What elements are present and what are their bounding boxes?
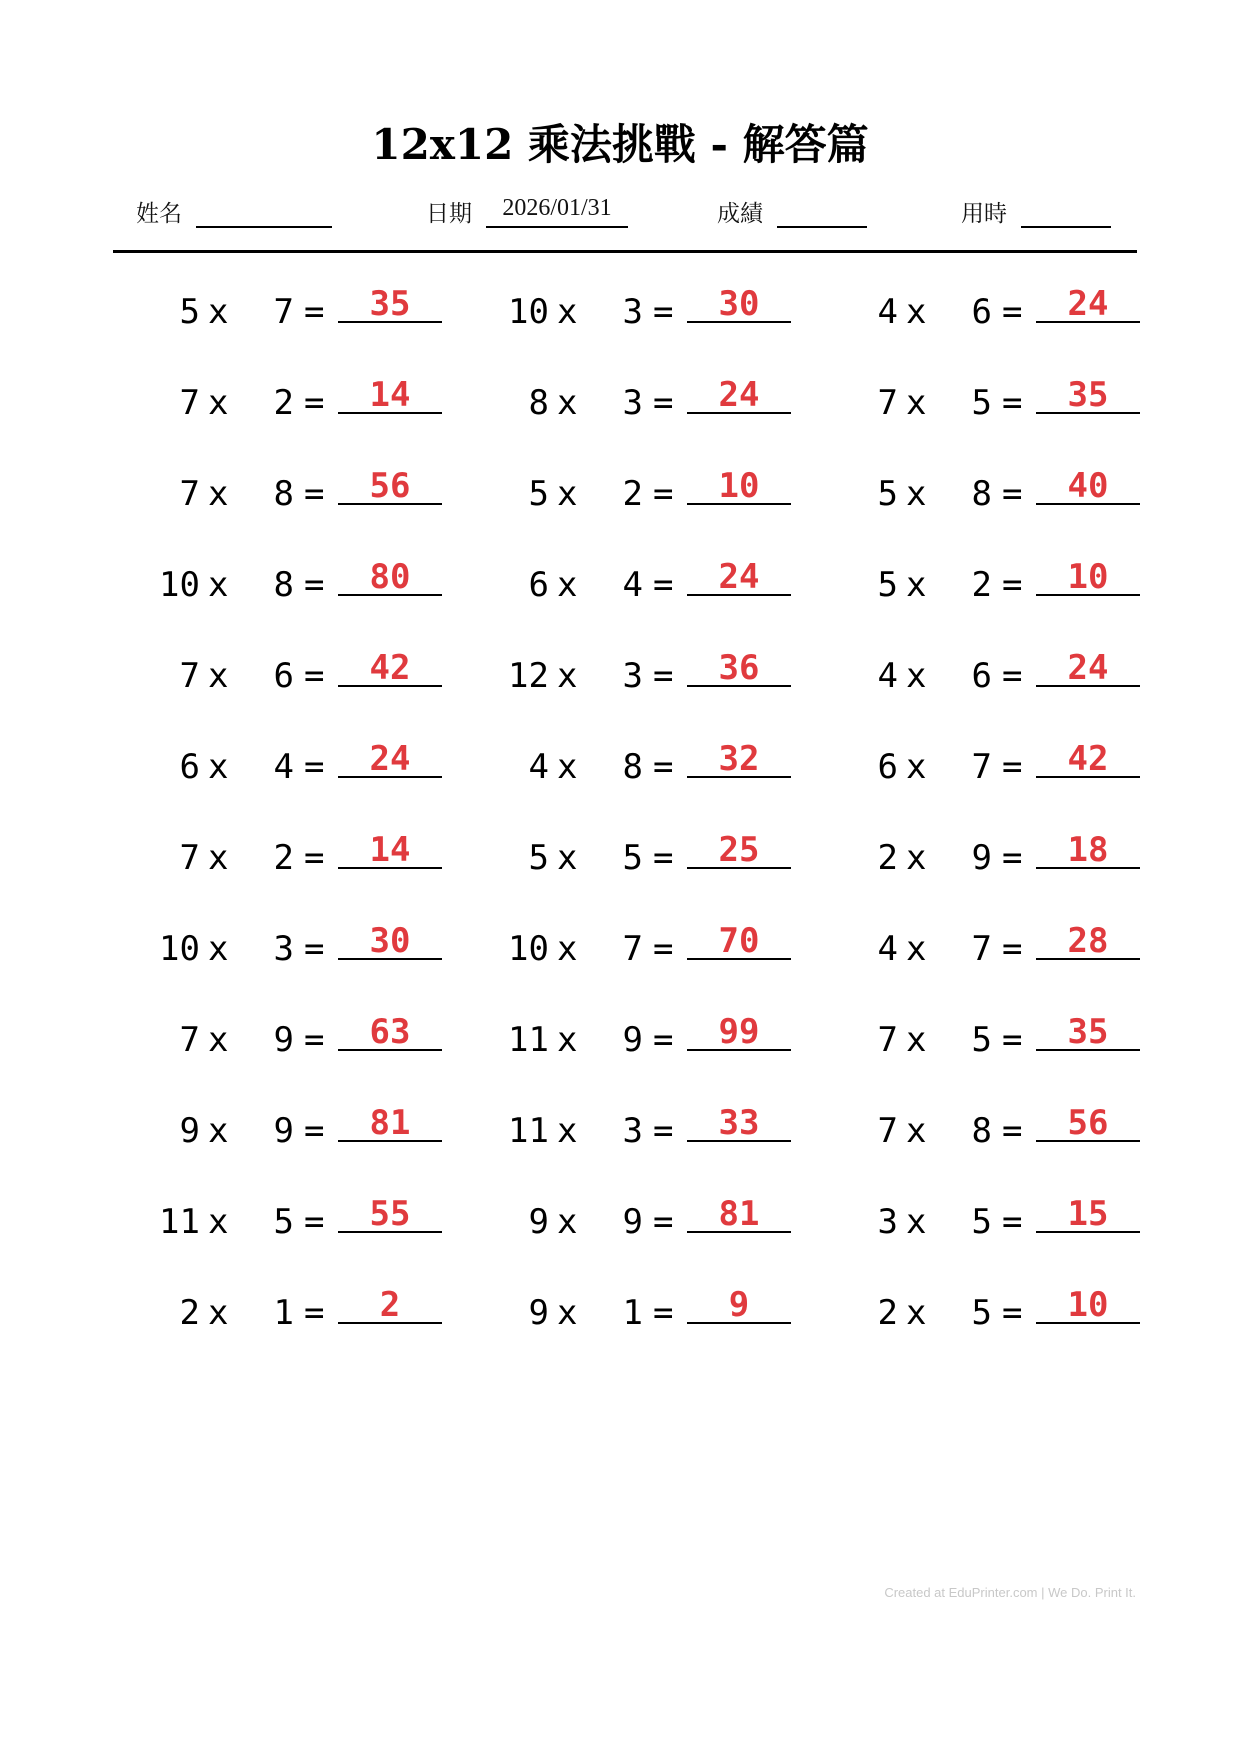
- equals-sign: =: [653, 929, 674, 969]
- times-sign: x: [208, 838, 229, 878]
- equals-sign: =: [304, 1293, 325, 1333]
- problem-row: [0, 1285, 1240, 1376]
- multiplication-problem: [822, 557, 1152, 617]
- equals-sign: =: [304, 747, 325, 787]
- multiplier: 3: [622, 1111, 643, 1151]
- answer-field[interactable]: 80: [338, 557, 442, 596]
- multiplicand: 12: [508, 656, 549, 696]
- answer-field[interactable]: 30: [338, 921, 442, 960]
- multiplication-problem: [473, 1285, 803, 1345]
- equals-sign: =: [1002, 838, 1023, 878]
- equals-sign: =: [304, 838, 325, 878]
- equals-sign: =: [653, 474, 674, 514]
- multiplication-problem: [822, 830, 1152, 890]
- multiplicand: 5: [179, 292, 200, 332]
- times-sign: x: [906, 1111, 927, 1151]
- answer-field[interactable]: 55: [338, 1194, 442, 1233]
- times-sign: x: [208, 1202, 229, 1242]
- multiplicand: 7: [877, 1111, 898, 1151]
- times-sign: x: [906, 838, 927, 878]
- multiplier: 6: [971, 656, 992, 696]
- equals-sign: =: [653, 292, 674, 332]
- multiplication-problem: [124, 1285, 454, 1345]
- multiplicand: 10: [159, 565, 200, 605]
- multiplier: 7: [971, 747, 992, 787]
- multiplier: 3: [622, 292, 643, 332]
- equals-sign: =: [304, 474, 325, 514]
- multiplication-problem: [124, 557, 454, 617]
- equals-sign: =: [304, 565, 325, 605]
- multiplication-problem: [124, 375, 454, 435]
- student-info-header: [0, 190, 1240, 240]
- answer-field[interactable]: 24: [1036, 284, 1140, 323]
- problem-grid: [0, 284, 1240, 1376]
- equals-sign: =: [304, 656, 325, 696]
- answer-field[interactable]: 10: [687, 466, 791, 505]
- answer-field[interactable]: 42: [1036, 739, 1140, 778]
- multiplicand: 2: [179, 1293, 200, 1333]
- equals-sign: =: [304, 1202, 325, 1242]
- answer-field[interactable]: 24: [687, 375, 791, 414]
- times-sign: x: [557, 1202, 578, 1242]
- multiplicand: 5: [528, 838, 549, 878]
- multiplication-problem: [822, 648, 1152, 708]
- multiplier: 3: [622, 383, 643, 423]
- problem-row: [0, 739, 1240, 830]
- times-sign: x: [557, 1020, 578, 1060]
- times-sign: x: [208, 929, 229, 969]
- header-divider: [113, 250, 1137, 253]
- multiplication-problem: [124, 284, 454, 344]
- answer-field[interactable]: 42: [338, 648, 442, 687]
- multiplier: 2: [971, 565, 992, 605]
- equals-sign: =: [1002, 1111, 1023, 1151]
- times-sign: x: [906, 474, 927, 514]
- equals-sign: =: [653, 1020, 674, 1060]
- answer-field[interactable]: 56: [338, 466, 442, 505]
- multiplicand: 8: [528, 383, 549, 423]
- multiplication-problem: [473, 830, 803, 890]
- multiplier: 4: [273, 747, 294, 787]
- time-input-line[interactable]: [1021, 190, 1111, 228]
- problem-row: [0, 648, 1240, 739]
- answer-field[interactable]: 99: [687, 1012, 791, 1051]
- multiplicand: 7: [179, 474, 200, 514]
- answer-field[interactable]: 10: [1036, 557, 1140, 596]
- multiplier: 2: [273, 838, 294, 878]
- multiplication-problem: [822, 284, 1152, 344]
- multiplier: 9: [622, 1202, 643, 1242]
- times-sign: x: [208, 1293, 229, 1333]
- problem-row: [0, 830, 1240, 921]
- multiplier: 8: [273, 565, 294, 605]
- multiplicand: 5: [877, 474, 898, 514]
- multiplier: 3: [273, 929, 294, 969]
- problem-row: [0, 557, 1240, 648]
- answer-field[interactable]: 35: [338, 284, 442, 323]
- answer-field[interactable]: 18: [1036, 830, 1140, 869]
- equals-sign: =: [1002, 656, 1023, 696]
- date-field: [426, 190, 628, 228]
- multiplicand: 5: [877, 565, 898, 605]
- equals-sign: =: [653, 838, 674, 878]
- problem-row: [0, 466, 1240, 557]
- answer-field[interactable]: 14: [338, 375, 442, 414]
- equals-sign: =: [304, 1111, 325, 1151]
- multiplicand: 9: [528, 1202, 549, 1242]
- equals-sign: =: [653, 565, 674, 605]
- equals-sign: =: [304, 1020, 325, 1060]
- problem-row: [0, 1012, 1240, 1103]
- multiplier: 7: [971, 929, 992, 969]
- multiplier: 2: [622, 474, 643, 514]
- multiplicand: 2: [877, 838, 898, 878]
- times-sign: x: [557, 565, 578, 605]
- multiplier: 8: [971, 1111, 992, 1151]
- multiplicand: 7: [179, 1020, 200, 1060]
- multiplicand: 11: [508, 1111, 549, 1151]
- multiplicand: 10: [159, 929, 200, 969]
- times-sign: x: [557, 292, 578, 332]
- multiplication-problem: [822, 1194, 1152, 1254]
- equals-sign: =: [653, 1111, 674, 1151]
- times-sign: x: [208, 1111, 229, 1151]
- multiplier: 9: [622, 1020, 643, 1060]
- multiplier: 5: [971, 1202, 992, 1242]
- times-sign: x: [906, 929, 927, 969]
- multiplication-problem: [473, 284, 803, 344]
- equals-sign: =: [653, 747, 674, 787]
- answer-field[interactable]: 36: [687, 648, 791, 687]
- equals-sign: =: [1002, 383, 1023, 423]
- multiplicand: 7: [877, 1020, 898, 1060]
- multiplication-problem: [124, 648, 454, 708]
- multiplicand: 7: [877, 383, 898, 423]
- times-sign: x: [208, 747, 229, 787]
- multiplier: 8: [622, 747, 643, 787]
- multiplier: 7: [273, 292, 294, 332]
- date-label: 日期: [426, 201, 472, 227]
- multiplicand: 11: [159, 1202, 200, 1242]
- times-sign: x: [557, 474, 578, 514]
- answer-field[interactable]: 56: [1036, 1103, 1140, 1142]
- multiplication-problem: [124, 830, 454, 890]
- answer-field[interactable]: 24: [1036, 648, 1140, 687]
- multiplier: 4: [622, 565, 643, 605]
- multiplication-problem: [124, 466, 454, 526]
- multiplicand: 7: [179, 838, 200, 878]
- multiplicand: 6: [528, 565, 549, 605]
- times-sign: x: [557, 747, 578, 787]
- answer-field[interactable]: 70: [687, 921, 791, 960]
- equals-sign: =: [653, 1293, 674, 1333]
- multiplicand: 3: [877, 1202, 898, 1242]
- times-sign: x: [557, 656, 578, 696]
- times-sign: x: [208, 383, 229, 423]
- multiplier: 9: [273, 1111, 294, 1151]
- equals-sign: =: [1002, 1020, 1023, 1060]
- multiplier: 2: [273, 383, 294, 423]
- answer-field[interactable]: 32: [687, 739, 791, 778]
- answer-field[interactable]: 40: [1036, 466, 1140, 505]
- answer-field[interactable]: 9: [687, 1285, 791, 1324]
- answer-field[interactable]: 28: [1036, 921, 1140, 960]
- times-sign: x: [906, 565, 927, 605]
- times-sign: x: [208, 565, 229, 605]
- multiplier: 7: [622, 929, 643, 969]
- multiplicand: 4: [877, 292, 898, 332]
- answer-field[interactable]: 81: [338, 1103, 442, 1142]
- equals-sign: =: [1002, 1202, 1023, 1242]
- multiplication-problem: [473, 1103, 803, 1163]
- multiplier: 8: [971, 474, 992, 514]
- multiplier: 9: [273, 1020, 294, 1060]
- multiplicand: 5: [528, 474, 549, 514]
- multiplier: 1: [273, 1293, 294, 1333]
- multiplicand: 7: [179, 383, 200, 423]
- date-input-line[interactable]: [486, 190, 628, 228]
- problem-row: [0, 375, 1240, 466]
- multiplicand: 7: [179, 656, 200, 696]
- equals-sign: =: [653, 1202, 674, 1242]
- answer-field[interactable]: 10: [1036, 1285, 1140, 1324]
- answer-field[interactable]: 25: [687, 830, 791, 869]
- problem-row: [0, 1194, 1240, 1285]
- times-sign: x: [906, 1293, 927, 1333]
- multiplicand: 10: [508, 929, 549, 969]
- times-sign: x: [557, 1111, 578, 1151]
- problem-row: [0, 921, 1240, 1012]
- time-label: 用時: [961, 201, 1007, 227]
- multiplication-problem: [124, 1194, 454, 1254]
- multiplicand: 4: [528, 747, 549, 787]
- multiplier: 6: [273, 656, 294, 696]
- times-sign: x: [557, 929, 578, 969]
- multiplication-problem: [822, 921, 1152, 981]
- score-field: [717, 190, 867, 228]
- answer-field[interactable]: 81: [687, 1194, 791, 1233]
- equals-sign: =: [1002, 747, 1023, 787]
- multiplication-problem: [822, 739, 1152, 799]
- answer-field[interactable]: 2: [338, 1285, 442, 1324]
- multiplicand: 9: [528, 1293, 549, 1333]
- equals-sign: =: [1002, 929, 1023, 969]
- equals-sign: =: [1002, 474, 1023, 514]
- times-sign: x: [906, 292, 927, 332]
- multiplication-problem: [124, 921, 454, 981]
- multiplicand: 4: [877, 656, 898, 696]
- multiplication-problem: [473, 648, 803, 708]
- times-sign: x: [557, 838, 578, 878]
- time-field: [961, 190, 1111, 228]
- times-sign: x: [906, 1202, 927, 1242]
- times-sign: x: [208, 1020, 229, 1060]
- multiplicand: 6: [877, 747, 898, 787]
- multiplier: 6: [971, 292, 992, 332]
- multiplication-problem: [124, 739, 454, 799]
- multiplication-problem: [473, 1194, 803, 1254]
- multiplication-problem: [473, 921, 803, 981]
- times-sign: x: [906, 1020, 927, 1060]
- multiplication-problem: [473, 466, 803, 526]
- multiplicand: 10: [508, 292, 549, 332]
- multiplier: 5: [971, 383, 992, 423]
- footer-credit: Created at EduPrinter.com | We Do. Print It.: [884, 1585, 1136, 1600]
- answer-field[interactable]: 15: [1036, 1194, 1140, 1233]
- multiplicand: 4: [877, 929, 898, 969]
- multiplier: 5: [273, 1202, 294, 1242]
- times-sign: x: [208, 656, 229, 696]
- name-input-line[interactable]: [196, 190, 332, 228]
- problem-row: [0, 1103, 1240, 1194]
- times-sign: x: [906, 747, 927, 787]
- equals-sign: =: [1002, 292, 1023, 332]
- multiplication-problem: [473, 557, 803, 617]
- answer-field[interactable]: 30: [687, 284, 791, 323]
- multiplication-problem: [822, 466, 1152, 526]
- multiplier: 9: [971, 838, 992, 878]
- multiplication-problem: [473, 1012, 803, 1072]
- problem-row: [0, 284, 1240, 375]
- multiplication-problem: [822, 1103, 1152, 1163]
- date-value: 2026/01/31: [502, 195, 612, 221]
- equals-sign: =: [653, 383, 674, 423]
- equals-sign: =: [304, 383, 325, 423]
- multiplier: 5: [622, 838, 643, 878]
- multiplicand: 11: [508, 1020, 549, 1060]
- times-sign: x: [557, 383, 578, 423]
- name-field: [136, 190, 332, 228]
- answer-field[interactable]: 35: [1036, 1012, 1140, 1051]
- equals-sign: =: [1002, 1293, 1023, 1333]
- equals-sign: =: [653, 656, 674, 696]
- multiplication-problem: [473, 739, 803, 799]
- multiplication-problem: [822, 1285, 1152, 1345]
- equals-sign: =: [304, 292, 325, 332]
- multiplier: 1: [622, 1293, 643, 1333]
- answer-field[interactable]: 33: [687, 1103, 791, 1142]
- equals-sign: =: [1002, 565, 1023, 605]
- answer-field[interactable]: 14: [338, 830, 442, 869]
- multiplication-problem: [124, 1012, 454, 1072]
- times-sign: x: [906, 383, 927, 423]
- multiplication-problem: [473, 375, 803, 435]
- multiplicand: 2: [877, 1293, 898, 1333]
- score-label: 成績: [717, 201, 763, 227]
- times-sign: x: [906, 656, 927, 696]
- multiplicand: 9: [179, 1111, 200, 1151]
- times-sign: x: [557, 1293, 578, 1333]
- page-title: 12x12 乘法挑戰 - 解答篇: [371, 120, 869, 169]
- name-label: 姓名: [136, 201, 182, 227]
- answer-field[interactable]: 24: [338, 739, 442, 778]
- multiplication-problem: [822, 1012, 1152, 1072]
- equals-sign: =: [304, 929, 325, 969]
- multiplier: 5: [971, 1293, 992, 1333]
- multiplier: 5: [971, 1020, 992, 1060]
- answer-field[interactable]: 24: [687, 557, 791, 596]
- answer-field[interactable]: 63: [338, 1012, 442, 1051]
- times-sign: x: [208, 474, 229, 514]
- multiplier: 3: [622, 656, 643, 696]
- multiplicand: 6: [179, 747, 200, 787]
- multiplication-problem: [822, 375, 1152, 435]
- multiplication-problem: [124, 1103, 454, 1163]
- times-sign: x: [208, 292, 229, 332]
- answer-field[interactable]: 35: [1036, 375, 1140, 414]
- multiplier: 8: [273, 474, 294, 514]
- score-input-line[interactable]: [777, 190, 867, 228]
